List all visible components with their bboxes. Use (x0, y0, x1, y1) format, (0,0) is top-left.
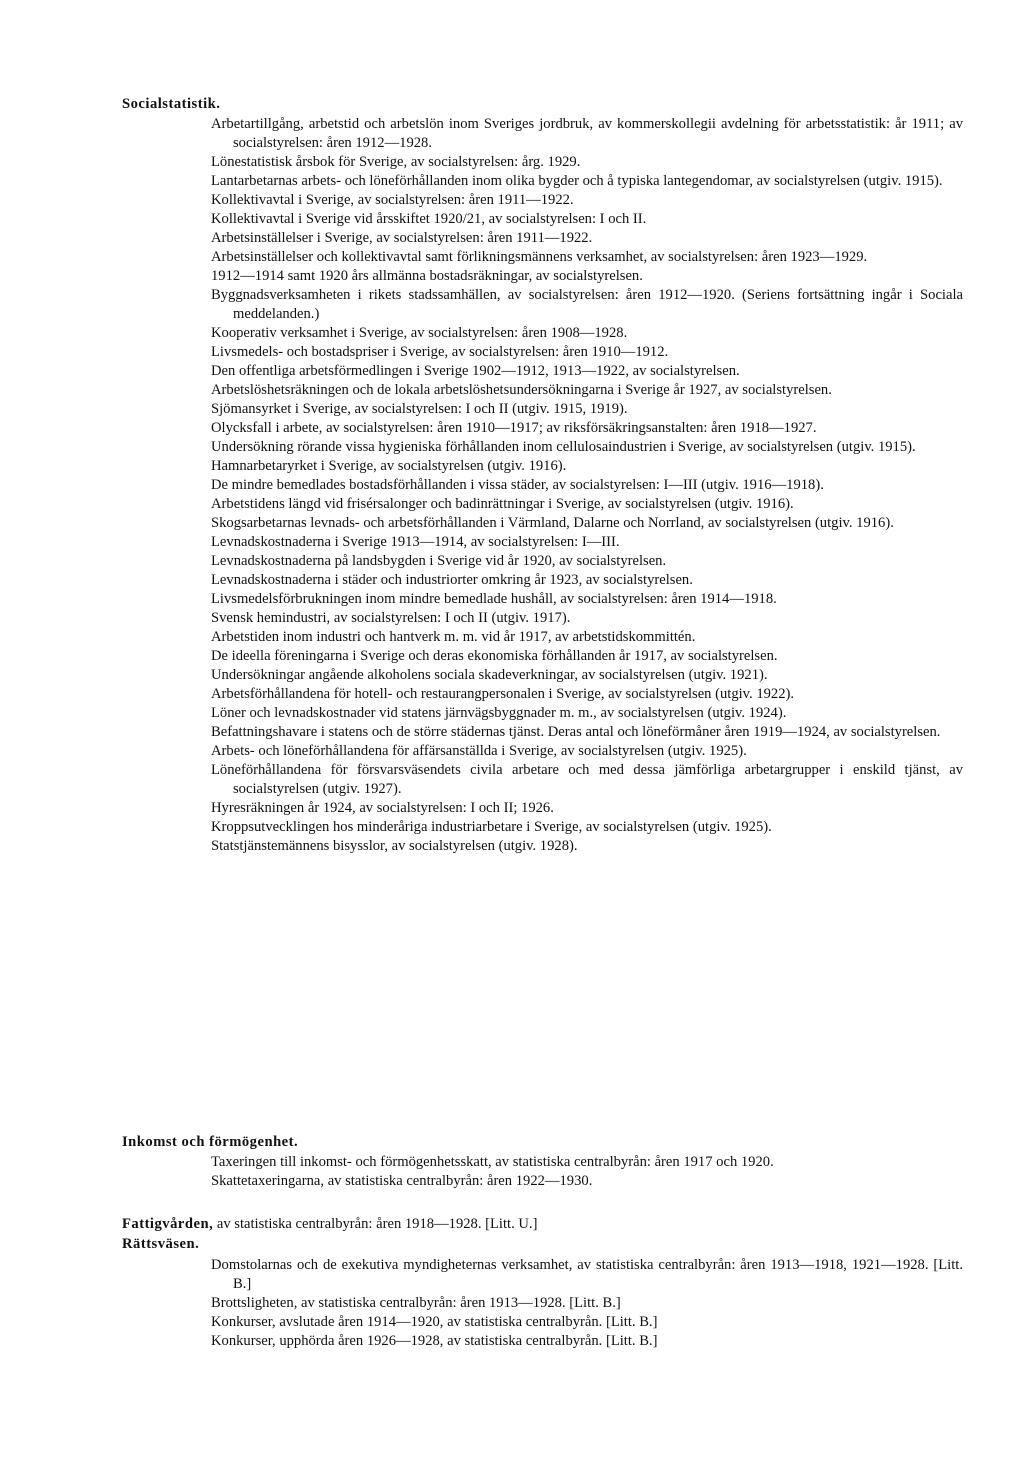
list-item: Den offentliga arbetsförmedlingen i Sverige 1902—1912, 1913—1922, av socialstyrelsen. (211, 363, 740, 379)
list-item: Skattetaxeringarna, av statistiska centralbyrån: åren 1922—1930. (211, 1173, 593, 1189)
list-item: Byggnadsverksamheten i rikets stadssamhällen, av socialstyrelsen: åren 1912—1920. (Seriens fortsättning ingår i Sociala meddelanden.) (211, 287, 963, 322)
list-item: Kroppsutvecklingen hos minderåriga industriarbetare i Sverige, av socialstyrelsen (utgiv. 1925). (211, 819, 772, 835)
fattigvarden-entry (122, 1215, 962, 1234)
list-item: Undersökningar angående alkoholens sociala skadeverkningar, av socialstyrelsen (utgiv. 1921). (211, 667, 768, 683)
list-item: Domstolarnas och de exekutiva myndigheternas verksamhet, av statistiska centralbyrån: åren 1913—1918, 1921—1928. [Litt. B.] (211, 1257, 963, 1292)
section-title-socialstatistik: Socialstatistik. (122, 96, 221, 112)
section-title-fattigvarden: Fattigvården, (122, 1216, 214, 1232)
list-item: Arbetstidens längd vid frisérsalonger och badinrättningar i Sverige, av socialstyrelsen (utgiv. 1916). (211, 496, 794, 512)
list-item: Skogsarbetarnas levnads- och arbetsförhållanden i Värmland, Dalarne och Norrland, av socialstyrelsen (utgiv. 1916). (211, 515, 894, 531)
list-item: Kooperativ verksamhet i Sverige, av socialstyrelsen: åren 1908—1928. (211, 325, 628, 341)
list-item: Arbetsinställelser i Sverige, av socialstyrelsen: åren 1911—1922. (211, 230, 593, 246)
list-item: Befattningshavare i statens och de större städernas tjänst. Deras antal och löneförmåner åren 1919—1924, av socialstyrelsen. (211, 724, 941, 740)
list-item: De ideella föreningarna i Sverige och deras ekonomiska förhållanden år 1917, av socialstyrelsen. (211, 648, 778, 664)
section-title-rattsvasen: Rättsväsen. (122, 1236, 200, 1252)
list-item: Arbetsinställelser och kollektivavtal samt förlikningsmännens verksamhet, av socialstyrelsen: åren 1923—1929. (211, 249, 868, 265)
list-item: Arbets- och löneförhållandena för affärsanställda i Sverige, av socialstyrelsen (utgiv. 1925). (211, 743, 747, 759)
list-item: Löner och levnadskostnader vid statens järnvägsbyggnader m. m., av socialstyrelsen (utgiv. 1924). (211, 705, 787, 721)
list-item: Hyresräkningen år 1924, av socialstyrelsen: I och II; 1926. (211, 800, 554, 816)
list-item: Olycksfall i arbete, av socialstyrelsen: åren 1910—1917; av riksförsäkringsanstalten: åren 1918—1927. (211, 420, 817, 436)
list-item: 1912—1914 samt 1920 års allmänna bostadsräkningar, av socialstyrelsen. (211, 268, 643, 284)
list-item: Hamnarbetaryrket i Sverige, av socialstyrelsen (utgiv. 1916). (211, 458, 567, 474)
list-item: Levnadskostnaderna i städer och industriorter omkring år 1923, av socialstyrelsen. (211, 572, 693, 588)
list-item: Lönestatistisk årsbok för Sverige, av socialstyrelsen: årg. 1929. (211, 154, 581, 170)
list-item: Lantarbetarnas arbets- och löneförhållanden inom olika bygder och å typiska lantegendomar, av socialstyrelsen (utgiv. 1915). (211, 173, 943, 189)
list-item: Taxeringen till inkomst- och förmögenhetsskatt, av statistiska centralbyrån: åren 1917 och 1920. (211, 1154, 774, 1170)
list-item: Levnadskostnaderna i Sverige 1913—1914, av socialstyrelsen: I—III. (211, 534, 620, 550)
list-item: Statstjänstemännens bisysslor, av socialstyrelsen (utgiv. 1928). (211, 838, 578, 854)
list-item: Sjömansyrket i Sverige, av socialstyrelsen: I och II (utgiv. 1915, 1919). (211, 401, 628, 417)
list-item: De mindre bemedlades bostadsförhållanden i vissa städer, av socialstyrelsen: I—III (utgiv. 1916—1918). (211, 477, 824, 493)
list-item: Konkurser, avslutade åren 1914—1920, av statistiska centralbyrån. [Litt. B.] (211, 1314, 658, 1330)
socialstatistik-list (211, 115, 963, 856)
list-item: Arbetartillgång, arbetstid och arbetslön inom Sveriges jordbruk, av kommerskollegii avdelning för arbetsstatistik: år 1911; av socialstyrelsen: åren 1912—1928. (211, 116, 963, 151)
list-item: Brottsligheten, av statistiska centralbyrån: åren 1913—1928. [Litt. B.] (211, 1295, 621, 1311)
inkomst-list (211, 1153, 963, 1191)
list-item: Livsmedels- och bostadspriser i Sverige, av socialstyrelsen: åren 1910—1912. (211, 344, 669, 360)
list-item: Levnadskostnaderna på landsbygden i Sverige vid år 1920, av socialstyrelsen. (211, 553, 667, 569)
list-item: Konkurser, upphörda åren 1926—1928, av statistiska centralbyrån. [Litt. B.] (211, 1333, 658, 1349)
list-item: Kollektivavtal i Sverige, av socialstyrelsen: åren 1911—1922. (211, 192, 574, 208)
list-item: Arbetsförhållandena för hotell- och restaurangpersonalen i Sverige, av socialstyrelsen (utgiv. 1922). (211, 686, 795, 702)
list-item: Livsmedelsförbrukningen inom mindre bemedlade hushåll, av socialstyrelsen: åren 1914—1918. (211, 591, 777, 607)
section-title-inkomst: Inkomst och förmögenhet. (122, 1134, 299, 1150)
list-item: Svensk hemindustri, av socialstyrelsen: I och II (utgiv. 1917). (211, 610, 571, 626)
list-item: Arbetstiden inom industri och hantverk m. m. vid år 1917, av arbetstidskommittén. (211, 629, 696, 645)
rattsvasen-list (211, 1256, 963, 1351)
list-item: Löneförhållandena för försvarsväsendets civila arbetare och med dessa jämförliga arbetargrupper i enskild tjänst, av socialstyrelsen (utgiv. 1927). (211, 762, 963, 797)
list-item: Undersökning rörande vissa hygieniska förhållanden inom cellulosaindustrien i Sverige, av socialstyrelsen (utgiv. 1915). (211, 439, 916, 455)
list-item: Arbetslöshetsräkningen och de lokala arbetslöshetsundersökningarna i Sverige år 1927, av socialstyrelsen. (211, 382, 832, 398)
list-item: Kollektivavtal i Sverige vid årsskiftet 1920/21, av socialstyrelsen: I och II. (211, 211, 647, 227)
fattigvarden-text: av statistiska centralbyrån: åren 1918—1928. [Litt. U.] (213, 1216, 538, 1232)
